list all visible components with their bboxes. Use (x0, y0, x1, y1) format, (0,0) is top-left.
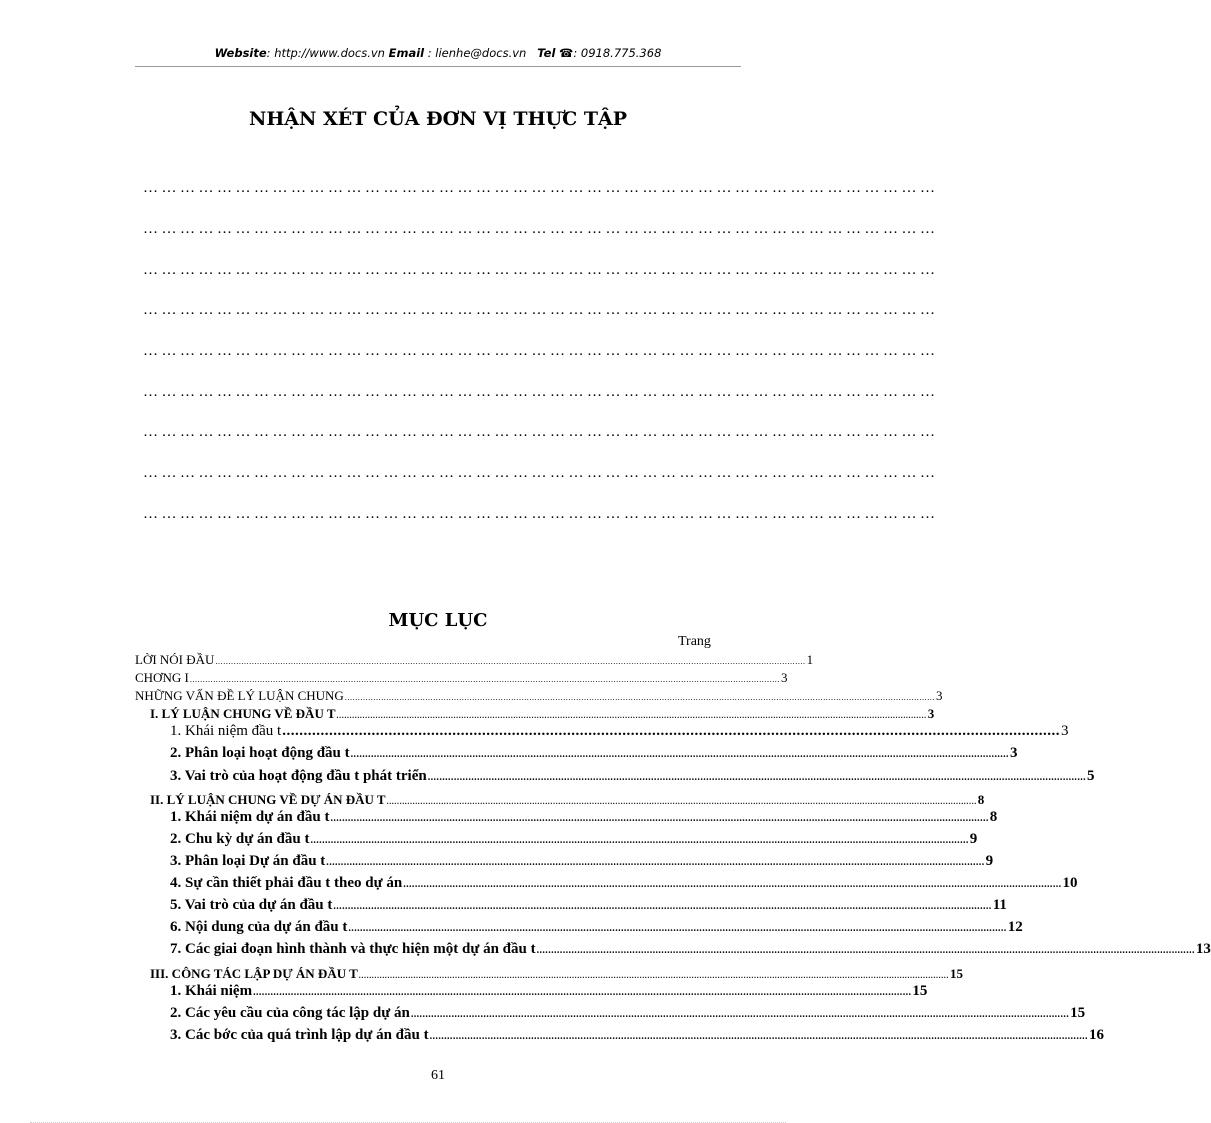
toc-entry-text: III. CÔNG TÁC LẬP DỰ ÁN ĐẦU T (150, 966, 358, 981)
toc-entry-page: 15 (912, 983, 928, 999)
toc-entry (135, 652, 814, 668)
toc-entry-page: 10 (1062, 875, 1078, 891)
page-title: NHẬN XÉT CỦA ĐƠN VỊ THỰC TẬP (248, 108, 627, 130)
toc-page-column-label: Trang (678, 634, 711, 649)
toc-entry-page: 5 (1087, 768, 1095, 784)
dotted-line: ………………………………………………………………………………………………………………… (143, 221, 939, 237)
toc-entry-page: 9 (985, 853, 994, 869)
toc-entry (170, 983, 928, 1000)
email-value: : lienhe@docs.vn (424, 46, 527, 60)
page-header (135, 46, 741, 60)
tel-value: : 0918.775.368 (573, 46, 662, 60)
toc-entry-text: 2. Chu kỳ dự án đầu t (170, 831, 310, 847)
toc-entry-text: 1. Khái niệm đầu t (170, 723, 282, 739)
dotted-line: ………………………………………………………………………………………………………………… (143, 384, 939, 400)
toc-entry-page: 3 (1009, 745, 1018, 761)
toc-entry (135, 688, 943, 704)
toc-entry (170, 745, 1018, 762)
toc-leader: ................................................................................................................................................................................................................................... (333, 901, 992, 912)
toc-entry-page: 1 (806, 652, 814, 667)
toc-leader: ................................................................................................................................................................................................................................... (310, 835, 969, 846)
toc-entry-page: 15 (1070, 1005, 1086, 1021)
toc-entry (170, 897, 1007, 914)
toc-entry-page: 12 (1007, 919, 1023, 935)
toc-entry (170, 941, 1211, 958)
toc-entry-text: CHƠNG I (135, 670, 189, 685)
toc-entry (150, 792, 985, 808)
toc-entry-text: 3. Các bớc của quá trình lập dự án đầu t (170, 1027, 429, 1043)
toc-entry-text: LỜI NÓI ĐẦU (135, 652, 215, 667)
toc-entry (170, 768, 1095, 785)
toc-entry-text: 3. Vai trò của hoạt động đầu t phát triển (170, 768, 427, 784)
toc-leader: ................................................................................................................................................................................................................................... (336, 711, 927, 720)
dotted-line: ………………………………………………………………………………………………………………… (143, 302, 939, 318)
phone-icon: ☎ (559, 46, 574, 60)
toc-entry-text: 4. Sự cần thiết phải đầu t theo dự án (170, 875, 403, 891)
toc-leader: ................................................................................................................................................................................................................................... (215, 657, 806, 666)
email-label: Email (388, 46, 425, 60)
toc-entry-text: 3. Phân loại Dự án đầu t (170, 853, 326, 869)
toc-entry-text: 5. Vai trò của dự án đầu t (170, 897, 333, 913)
toc-leader: ................................................................................................................................................................................................................................... (330, 813, 989, 824)
toc-leader: ................................................................................................................................................................................................................................... (429, 1031, 1088, 1042)
dotted-line: ………………………………………………………………………………………………………………… (143, 343, 939, 359)
toc-leader: ................................................................................................................................................................................................................................... (536, 945, 1195, 956)
toc-entry-text: 6. Nội dung của dự án đầu t (170, 919, 348, 935)
website-label: Website (214, 46, 267, 60)
toc-entry-page: 8 (977, 792, 985, 807)
toc-entry-text: 1. Khái niệm (170, 983, 253, 999)
toc-leader: ................................................................................................................................................................................................................................... (253, 987, 912, 998)
toc-entry (135, 670, 788, 686)
toc-entry (170, 1027, 1104, 1044)
dotted-line: ………………………………………………………………………………………………………………… (143, 262, 939, 278)
toc-leader: ................................................................................................................................................................................................................................... (350, 749, 1009, 760)
toc-leader: ................................................................................................................................................................................................................................... (358, 971, 949, 980)
toc-leader: ................................................................................................................................................................................................................................... (326, 857, 985, 868)
toc-entry (150, 706, 935, 722)
toc-entry-page: 16 (1088, 1027, 1104, 1043)
toc-entry-page: 8 (989, 809, 998, 825)
toc-leader: ................................................................................................................................................................................................................................... (427, 772, 1087, 783)
dotted-line: ………………………………………………………………………………………………………………… (143, 424, 939, 440)
toc-entry (150, 966, 963, 982)
toc-entry-page: 3 (927, 706, 935, 721)
toc-entry (170, 853, 994, 870)
toc-leader: ................................................................................................................................................................................................................................... (348, 923, 1007, 934)
toc-title: MỤC LỤC (388, 610, 488, 631)
toc-entry (170, 809, 998, 826)
toc-entry-page: 13 (1195, 941, 1211, 957)
header-divider (135, 66, 741, 67)
toc-entry-text: II. LÝ LUẬN CHUNG VỀ DỰ ÁN ĐẦU T (150, 792, 386, 807)
toc-entry (170, 723, 1069, 740)
toc-entry-page: 3 (1060, 723, 1069, 739)
toc-entry-page: 9 (969, 831, 978, 847)
toc-entry-text: 2. Các yêu cầu của công tác lập dự án (170, 1005, 410, 1021)
toc-entry-text: I. LÝ LUẬN CHUNG VỀ ĐẦU T (150, 706, 336, 721)
tel-label: Tel (537, 46, 556, 60)
toc-leader: ................................................................................................................................................................................................................................... (386, 797, 977, 806)
toc-leader: ................................................................................................................................................................................................................................... (189, 675, 781, 684)
toc-entry-text: NHỮNG VẤN ĐỀ LÝ LUẬN CHUNG (135, 688, 344, 703)
toc-entry (170, 1005, 1086, 1022)
website-value: : http://www.docs.vn (266, 46, 385, 60)
toc-leader: ................................................................................................................................................................................................................................... (344, 693, 936, 702)
toc-entry (170, 831, 978, 848)
toc-entry-text: 2. Phân loại hoạt động đầu t (170, 745, 350, 761)
dotted-line: ………………………………………………………………………………………………………………… (143, 465, 939, 481)
toc-entry-text: 1. Khái niệm dự án đầu t (170, 809, 330, 825)
page-number: 61 (431, 1068, 445, 1083)
dotted-line: ………………………………………………………………………………………………………………… (143, 506, 939, 522)
toc-entry-text: 7. Các giai đoạn hình thành và thực hiện một dự án đầu t (170, 941, 536, 957)
toc-entry-page: 11 (992, 897, 1007, 913)
toc-leader: ....................................................................................................................................................................................... (282, 723, 1060, 739)
toc-leader: ................................................................................................................................................................................................................................... (410, 1009, 1070, 1020)
toc-entry-page: 3 (781, 670, 788, 685)
toc-leader: ................................................................................................................................................................................................................................... (403, 879, 1062, 890)
toc-entry-page: 3 (936, 688, 943, 703)
toc-entry (170, 919, 1023, 936)
dotted-line: ………………………………………………………………………………………………………………… (143, 180, 939, 196)
toc-entry (170, 875, 1078, 892)
toc-entry-page: 15 (950, 966, 963, 981)
